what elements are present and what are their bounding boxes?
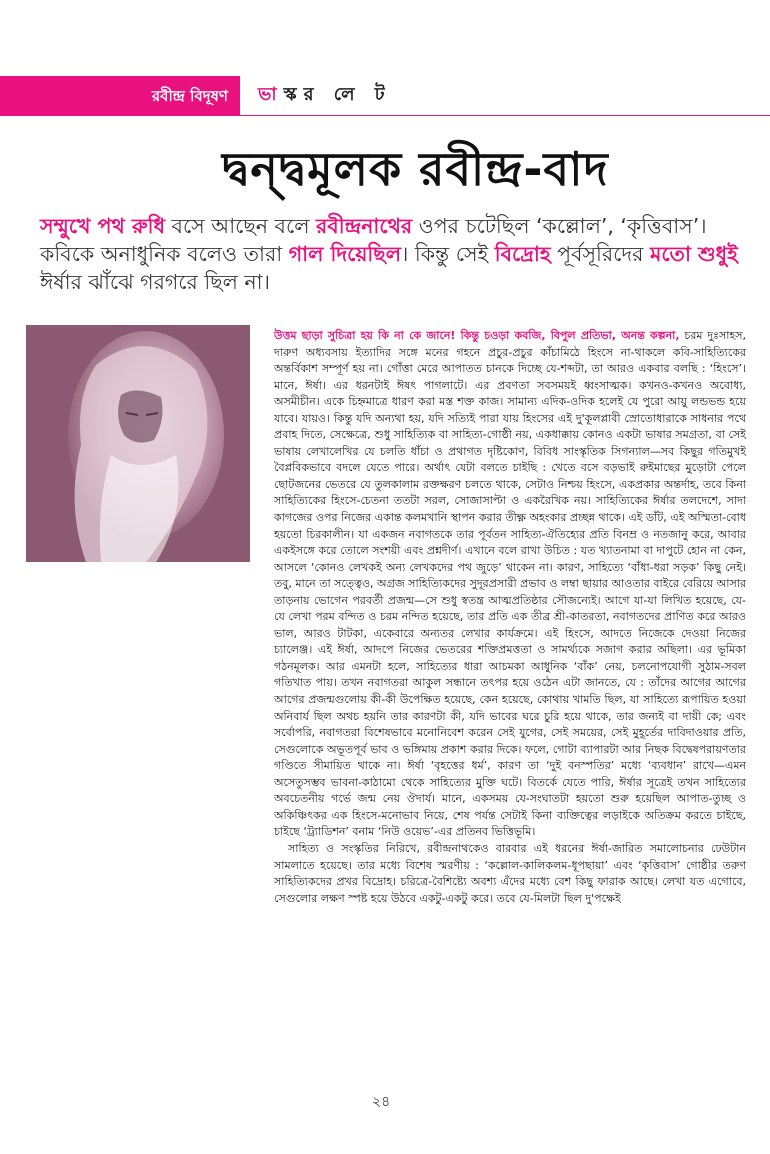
article-standfirst	[40, 212, 740, 296]
series-title	[258, 80, 392, 111]
standfirst-highlight: বিদ্রোহ	[494, 242, 551, 266]
section-banner	[0, 76, 240, 116]
standfirst-highlight: সম্মুখে পথ রুধি	[40, 214, 166, 238]
section-label: রবীন্দ্র বিদূষণ	[151, 87, 228, 105]
standfirst-text: ঈর্ষার ঝাঁঝে গরগরে ছিল না।	[40, 270, 270, 294]
page-number: ২৪	[372, 1094, 391, 1110]
portrait-photo-icon	[26, 325, 250, 562]
standfirst-text: । কিন্তু সেই	[401, 242, 495, 266]
article-paragraph-2: সাহিত্য ও সংস্কৃতির নিরিখে, রবীন্দ্রনাথকেও বারবার এই ধরনের ঈর্ষা-জারিত সমালোচনার ঢেউটান সামলাতে হয়েছে। তার মধ্যে বিশেষ স্মরণীয় : ‘কল্লোল-কালিকলম-ধূপছায়া’ এবং ‘কৃত্তিবাস’ গোষ্ঠীর তরুণ সাহিত্যিকদের প্রখর বিদ্রোহ। চরিত্রে-বৈশিষ্ট্যে অবশ্য এঁদের মধ্যে বেশ কিছু ফারাক আছে। লেখা যত এগোবে, সেগুলোর লক্ষণ স্পষ্ট হয়ে উঠবে একটু-একটু করে। তবে যে-মিলটা ছিল দু'পক্ষেই	[274, 841, 746, 905]
header-rule	[240, 115, 770, 116]
article-body	[274, 328, 746, 907]
article-paragraph-1: চরম দুঃসাহস, দারুণ অধ্যবসায় ইত্যাদির সঙ্গে মনের গহনে প্রচুর-প্রচুর কাঁচামিঠে হিংসে না-থাকলে কবি-সাহিত্যিকের অন্তর্বিকাশ সম্পূর্ণ হয় না। গোঁত্তা মেরে আপাতত চানকে দিচ্ছে যে-শব্দটা, তা আরও একবার বলছি : ‘হিংসে’। মানে, ঈর্ষা। এর ধরনটাই ঈষৎ পাগলাটে। এর প্রবণতা সবসময়ই ধ্বংসাত্মক। কখনও-কখনও অবোধ্য, অসমীচীন। একে চিহ্নমাত্রে ধারণ করা মস্ত শক্ত কাজ। সামান্য এদিক-ওদিক হলেই যে পুরো আয়ু লন্ডভন্ড হয়ে যাবে। যায়ও। কিন্তু যদি অন্যথা হয়, যদি সত্যিই পারা যায় হিংসের এই দু'কূলপ্লাবী স্রোতোধারাকে সাধনার পথে প্রবাহ দিতে, সেক্ষেত্রে, শুধু সাহিত্যিক বা সাহিত্য-গোষ্ঠী নয়, একধাক্কায় কোনও একটা ভাষার সমগ্রতা, বা সেই ভাষায় লেখালেখির যে চলতি ধাঁচা ও প্রথাগত দৃষ্টিকোণ, বিবিধ সাংস্কৃতিক সিগন্যাল—সব কিছুর গতিমুখই বৈপ্লবিকভাবে বদলে যেতে পারে। অর্থাৎ যেটা বলতে চাইছি : খেতে বসে বড়ভাই রুইমাছের মুড়োটা পেলে ছোটজনের ভেতরে যে তুলকালাম রক্তক্ষরণ চলতে থাকে, সেটাও নিশ্চয় হিংসে, একপ্রকার অন্তর্দাহ, তবে কিনা সাহিত্যিকের হিংসে-চেতনা ততটা সরল, সোজাসাপ্টা ও একরৈখিক নয়। সাহিত্যিকের ঈর্ষার তলদেশে, সাদা কাগজের ওপর নিজের একান্ত কলমখানি স্থাপন করার তীক্ষ্ণ অহংকার প্রচ্ছন্ন থাকে। এই ডাঁট, এই অস্মিতা-বোধ হয়তো চিরকালীন। যা একজন নবাগতকে তার পূর্বতন সাহিত্য-ঐতিহ্যের প্রতি বিনম্র ও নতজানু করে, আবার একইসঙ্গে করে তোলে সংশয়ী এবং প্রশ্নদীর্ণ। এখানে বলে রাখা উচিত : যত খ্যাতনামা বা দাপুটে হোন না কেন, আসলে ‘কোনও লেখকই অন্য লেখকদের পথ জুড়ে’ থাকেন না। কারণ, সাহিত্যে ‘বাঁধা-ধরা সড়ক’ কিছু নেই। তবু, মানে তা সত্ত্বেও, অগ্রজ সাহিত্যিকদের সুদূরপ্রসারী প্রভাব ও লম্বা ছায়ার আওতার বাইরে বেরিয়ে আসার তাড়নায় ভোগেন পরবর্তী প্রজন্ম—সে শুধু স্বতন্ত্র আত্মপ্রতিষ্ঠার সৌজন্যেই। আগে যা-যা লিখিত হয়েছে, যে-যে লেখা পরম বন্দিত ও চরম নন্দিত হয়েছে, তার প্রতি এক তীব্র শ্রী-কাতরতা, নবাগতদের প্রাণিত করে আরও ভাল, আরও টাটকা, একেবারে অন্যতর লেখার কার্যক্রমে। এই হিংসে, আদতে নিজেকে দেওয়া নিজের চ্যালেঞ্জ। এই ঈর্ষা, আদপে নিজের ভেতরের শক্তিপ্রমত্ততা ও সামর্থ্যকে সজাগ করার অছিলা। এর ভূমিকা গঠনমূলক। আর এমনটা হলে, সাহিত্যের ধারা আচমকা আধুনিক ‘বাঁক’ নেয়, চলনোপযোগী সুঠাম-সবল গতিখাত পায়। তখন নবাগতরা আকুল সন্ধানে তৎপর হয়ে ওঠেন এটা জানতে, যে : তাঁদের আগের আগের আগের প্রজন্মগুলোয় কী-কী উপেক্ষিত হয়েছে, কেন হয়েছে, কোথায় খামতি ছিল, যা সাহিত্যে রূপায়িত হওয়া অনিবার্য ছিল অথচ হয়নি তার কারণটা কী, যদি ভাবের ঘরে চুরি হয়ে থাকে, তার জন্যই বা দায়ী কে; এবং সর্বোপরি, নবাগতরা বিশেষভাবে মনোনিবেশ করেন সেই যুগের, সেই সময়ের, সেই মুহূর্তের দাবিদাওয়ার প্রতি, সেগুলোকে অভূতপূর্ব ভাব ও ভঙ্গিমায় প্রকাশ করার দিকে। ফলে, গোটা ব্যাপারটা আর নিছক বিদ্বেষপরায়ণতার গণ্ডিতে সীমায়িত থাকে না। ঈর্ষা ‘বৃহত্তের ধর্ম’, কারণ তা ‘দুই বনস্পতির’ মধ্যে ‘ব্যবধান’ রাখে—এমন অসেতুসম্ভব ভাবনা-কাঠামো থেকে সাহিত্যের মুক্তি ঘটে। বিতর্কে যেতে পারি, ঈর্ষার সূত্রেই তখন সাহিত্যের অবচেতনীয় গর্ভে জন্ম নেয় ঔদার্য। মানে, একসময় যে-সংঘাতটা হয়তো শুরু হয়েছিল আপাত-তুচ্ছ ও অকিঞ্চিৎকর এক হিংসে-মনোভাব নিয়ে, শেষ পর্যন্ত সেটাই কিনা ব্যক্তিত্বের লড়াইকে অতিক্রম করতে চাইছে, চাইছে ‘ট্র্যাডিশন’ বনাম ‘নিউ ওয়েভ’-এর প্রতিনব ভিত্তিভূমি।	[274, 329, 747, 839]
series-title-first: ভা	[258, 84, 284, 105]
series-title-rest: স্কর লে ট	[283, 84, 392, 105]
standfirst-text: ওপর চটেছিল ‘কল্লোল’, ‘কৃত্তিবাস’। কবিকে অনাধুনিক বলেও তারা	[40, 214, 707, 266]
article-title: দ্বন্দ্বমূলক রবীন্দ্র-বাদ	[222, 142, 609, 196]
standfirst-highlight: রবীন্দ্রনাথের	[316, 214, 413, 238]
article-lead: উত্তম ছাড়া সুচিত্রা হয় কি না কে জানে! কিন্তু চওড়া কবজি, বিপুল প্রতিভা, অনন্ত কল্পনা,	[274, 329, 680, 342]
standfirst-highlight: মতো শুধুই	[649, 242, 738, 266]
standfirst-text: পূর্বসূরিদের	[550, 242, 650, 266]
standfirst-text: বসে আছেন বলে	[165, 214, 317, 238]
standfirst-highlight: গাল দিয়েছিল	[288, 242, 401, 266]
